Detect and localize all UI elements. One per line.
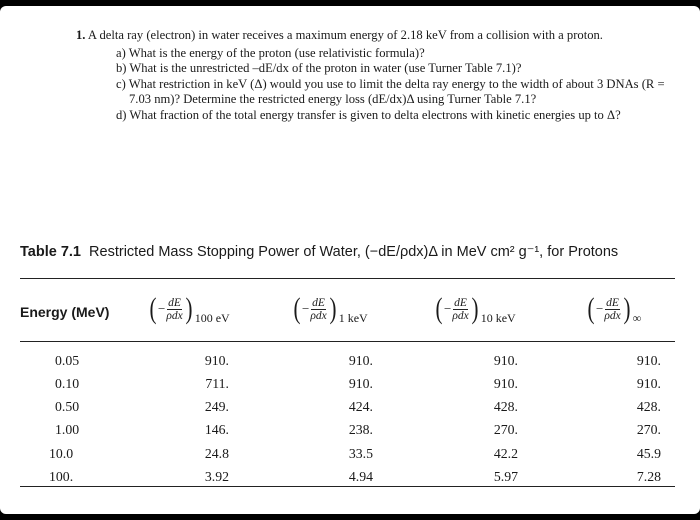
formula-denominator: ρdx — [166, 309, 183, 322]
document-page — [0, 6, 700, 514]
table-cell-value: 7.28 — [636, 469, 661, 484]
table-cell-value: 910. — [348, 376, 373, 391]
table-cell-value: 4.94 — [348, 469, 373, 484]
table-cell-value: 910. — [348, 353, 373, 368]
table-cell-value: 910. — [493, 376, 518, 391]
problem-number: 1. — [76, 28, 86, 42]
formula-minus: − — [596, 301, 604, 316]
problem-part-d: d) What fraction of the total energy transfer is given to delta electrons with kinetic energies up to Δ? — [116, 107, 621, 122]
table-cell-value: 428. — [493, 399, 518, 414]
formula-minus: − — [444, 301, 452, 316]
formula-numerator: dE — [168, 296, 181, 309]
table-cell-energy: 100. — [49, 469, 74, 484]
table-cell-energy: 1.00 — [55, 422, 80, 437]
formula-numerator: dE — [454, 296, 467, 309]
formula-fraction — [310, 297, 326, 322]
problem-intro — [76, 28, 666, 44]
table-cell-value: 910. — [636, 376, 661, 391]
table-cell-value: 5.97 — [493, 469, 518, 484]
problem-part-b: b) What is the unrestricted –dE/dx of the proton in water (use Turner Table 7.1)? — [116, 61, 522, 75]
column-subscript: 1 keV — [338, 310, 368, 325]
column-header-infinity: ( − $\frac{dE}{\text{ρdx}}$ ) ∞ — [587, 292, 642, 325]
table-rule-bottom — [20, 486, 675, 487]
column-subscript: 10 keV — [480, 310, 516, 325]
table-cell-energy: 10.0 — [49, 446, 74, 461]
table-cell-energy: 0.50 — [55, 399, 80, 414]
table-cell-energy: 0.10 — [55, 376, 80, 391]
table-rule-header — [20, 341, 675, 342]
column-header-100ev: ( − $\frac{dE}{\text{ρdx}}$ ) 100 eV — [149, 292, 230, 325]
problem-parts — [116, 46, 666, 124]
table-cell-value: 238. — [348, 422, 373, 437]
table-cell-value: 910. — [204, 353, 229, 368]
table-cell-value: 270. — [493, 422, 518, 437]
formula-denominator: ρdx — [452, 309, 469, 322]
table-cell-value: 45.9 — [636, 446, 661, 461]
table-cell-value: 424. — [348, 399, 373, 414]
table-cell-value: 24.8 — [204, 446, 229, 461]
table-cell-value: 910. — [636, 353, 661, 368]
table-cell-value: 249. — [204, 399, 229, 414]
table-label: Table 7.1 — [20, 244, 81, 260]
table-cell-value: 146. — [204, 422, 229, 437]
formula-numerator: dE — [606, 296, 619, 309]
problem-statement — [76, 28, 666, 123]
table-cell-value: 711. — [205, 376, 229, 391]
formula-minus: − — [158, 301, 166, 316]
table-caption-text: Restricted Mass Stopping Power of Water, (−dE/ρdx)Δ in MeV cm² g⁻¹, for Protons — [89, 244, 619, 260]
column-header-1kev: ( − $\frac{dE}{\text{ρdx}}$ ) 1 keV — [293, 292, 368, 325]
column-subscript: 100 eV — [194, 310, 230, 325]
column-subscript: ∞ — [632, 310, 642, 325]
formula-fraction — [166, 297, 182, 322]
table-cell-energy: 0.05 — [55, 353, 80, 368]
table-cell-value: 428. — [636, 399, 661, 414]
problem-intro-text: A delta ray (electron) in water receives a maximum energy of 2.18 keV from a collision with a proton. — [87, 28, 603, 42]
column-header-10kev: ( − $\frac{dE}{\text{ρdx}}$ ) 10 keV — [435, 292, 516, 325]
table-cell-value: 910. — [493, 353, 518, 368]
table-caption — [20, 244, 690, 260]
table-cell-value: 3.92 — [204, 469, 229, 484]
problem-part-a: a) What is the energy of the proton (use relativistic formula)? — [116, 45, 425, 60]
table-cell-value: 270. — [636, 422, 661, 437]
table-cell-value: 33.5 — [348, 446, 373, 461]
formula-fraction — [604, 297, 620, 322]
formula-fraction — [452, 297, 468, 322]
table-cell-value: 42.2 — [493, 446, 518, 461]
formula-numerator: dE — [312, 296, 325, 309]
table-rule-top — [20, 278, 675, 279]
formula-denominator: ρdx — [604, 309, 621, 322]
formula-denominator: ρdx — [310, 309, 327, 322]
formula-minus: − — [302, 301, 310, 316]
problem-part-c: c) What restriction in keV (Δ) would you use to limit the delta ray energy to the width of about 3 DNAs (R = 7.03 nm)? Determine the restricted energy loss (dE/dx)Δ using Turner Table 7.1? — [116, 76, 665, 106]
column-header-energy: Energy (MeV) — [20, 304, 110, 320]
